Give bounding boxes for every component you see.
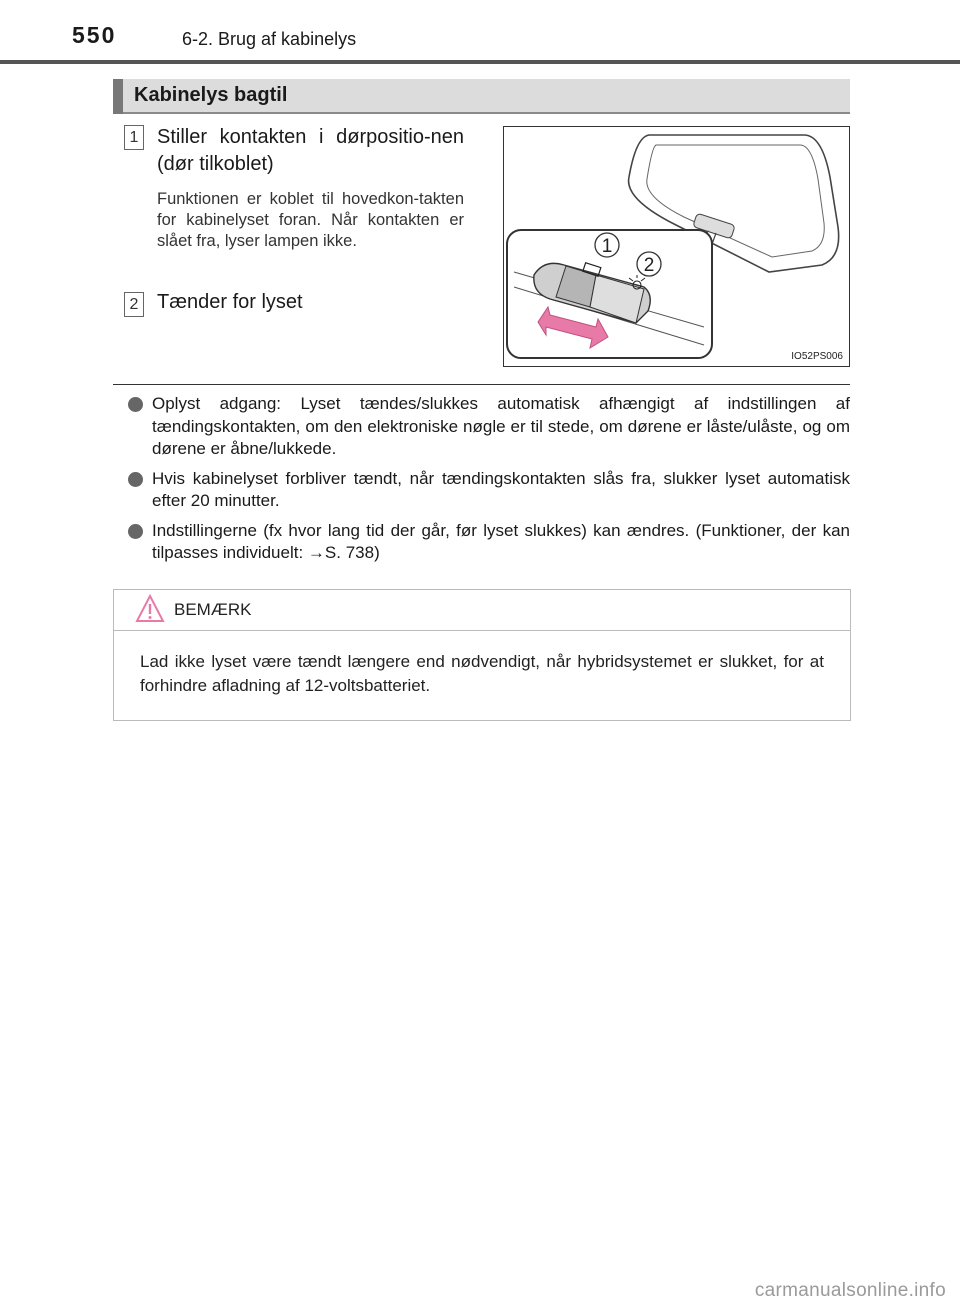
list-item xyxy=(128,393,850,461)
bullet-dot-icon xyxy=(128,472,143,487)
step-number-1: 1 xyxy=(124,125,144,150)
list-item xyxy=(128,520,850,565)
bullet-text: Indstillingerne (fx hvor lang tid der går, før lyset slukkes) kan ændres. (Funktioner, der kan tilpasses individuelt: →S. 738) xyxy=(152,520,850,562)
bullet-dot-icon xyxy=(128,397,143,412)
bullet-text: Hvis kabinelyset forbliver tændt, når tændingskontakten slås fra, slukker lyset automatisk efter 20 minutter. xyxy=(152,468,850,510)
step-1-description: Funktionen er koblet til hovedkon-takten for kabinelyset foran. Når kontakten er slået fra, lyser lampen ikke. xyxy=(157,190,464,250)
notice-box xyxy=(113,589,851,721)
step-1-title: Stiller kontakten i dørpositio-nen (dør tilkoblet) xyxy=(157,126,464,175)
chapter-title: 6-2. Brug af kabinelys xyxy=(182,29,357,49)
section-divider xyxy=(113,384,850,385)
bullet-dot-icon xyxy=(128,524,143,539)
rear-interior-light-figure xyxy=(503,126,850,367)
section-header xyxy=(113,79,850,114)
callout-2: 2 xyxy=(643,255,655,276)
step-2-title: Tænder for lyset xyxy=(157,291,303,313)
figure-code: IO52PS006 xyxy=(791,351,843,362)
bullet-text: Oplyst adgang: Lyset tændes/slukkes automatisk afhængigt af indstillingen af tændingskontakten, om den elektroniske nøgle er til stede, om dørene er låste/ulåste, og om dørene er åbne/lukkede. xyxy=(152,394,850,458)
warning-triangle-icon xyxy=(135,594,165,624)
header-divider xyxy=(0,60,960,64)
step-number-2: 2 xyxy=(124,292,144,317)
callout-1: 1 xyxy=(601,236,613,257)
page-number: 550 xyxy=(72,22,117,48)
bullet-list xyxy=(128,393,850,572)
light-switch-illustration xyxy=(504,127,849,366)
section-accent xyxy=(113,79,123,114)
list-item xyxy=(128,468,850,513)
notice-title: BEMÆRK xyxy=(174,600,252,619)
watermark: carmanualsonline.info xyxy=(754,1280,946,1301)
notice-body: Lad ikke lyset være tændt længere end nødvendigt, når hybridsystemet er slukket, for at forhindre afladning af 12-voltsbatteriet. xyxy=(140,652,824,695)
notice-header xyxy=(114,590,850,631)
section-title: Kabinelys bagtil xyxy=(134,84,288,106)
